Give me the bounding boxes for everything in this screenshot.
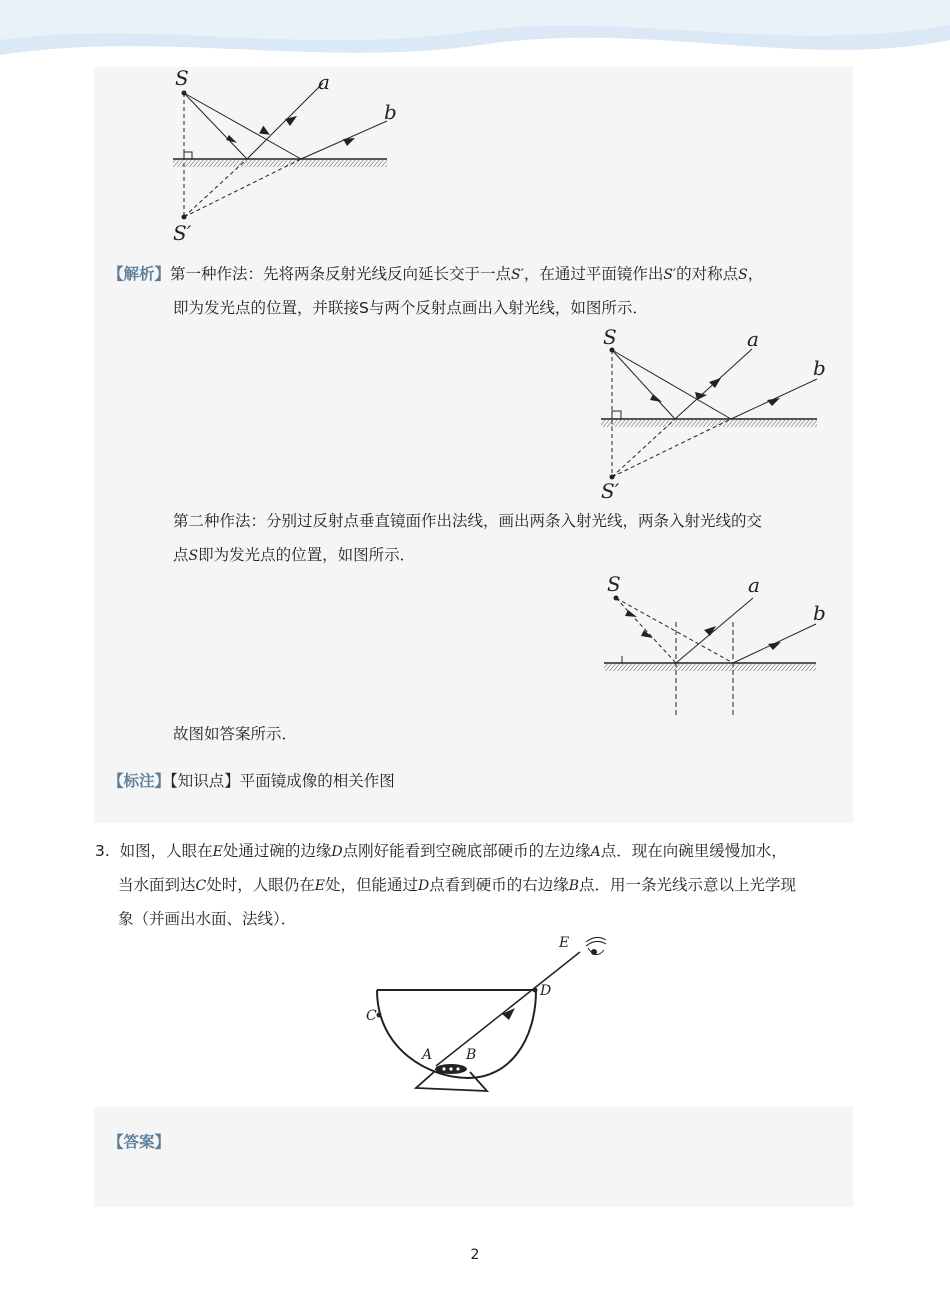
fig2-label-s: S: [603, 325, 617, 349]
question-number: 3.: [95, 842, 110, 860]
fig3-label-s: S: [607, 572, 621, 596]
page-number: 2: [470, 1247, 480, 1263]
analysis-figure-method-1: [595, 322, 830, 502]
analysis-line-1: 【解析】第一种作法：先将两条反射光线反向延长交于一点S′，在通过平面镜作出S′的对称点S，: [108, 265, 764, 283]
fig1-label-b: b: [384, 100, 397, 124]
method2-line-2: 点S即为发光点的位置，如图所示．: [173, 546, 416, 564]
answer-tag: 【答案】: [108, 1133, 171, 1151]
fig1-label-s: S: [175, 67, 189, 90]
bowl-figure: [360, 930, 620, 1095]
fig2-label-a: a: [747, 327, 759, 351]
bowl-label-e: E: [559, 935, 570, 951]
bowl-label-c: C: [366, 1008, 377, 1024]
answer-box: [94, 1107, 853, 1207]
bowl-label-b: B: [466, 1047, 477, 1063]
answer-figure-1: [165, 67, 405, 247]
analysis-tag: 【解析】: [108, 265, 171, 283]
fig2-label-s-prime: S′: [601, 479, 620, 502]
question3-line-1: 3. 如图，人眼在E处通过碗的边缘D点刚好能看到空碗底部硬币的左边缘A点．现在向碗里缓慢加水，: [95, 842, 787, 860]
conclusion-text: 故图如答案所示．: [173, 725, 298, 743]
note-line: 【标注】【知识点】平面镜成像的相关作图: [108, 772, 395, 790]
analysis-line-2: 即为发光点的位置，并联接S与两个反射点画出入射光线，如图所示．: [173, 299, 648, 317]
note-tag: 【标注】: [108, 772, 171, 790]
fig2-label-b: b: [813, 356, 826, 380]
header-wave-decoration: [0, 0, 950, 70]
question3-line-3: 象（并画出水面、法线）．: [118, 910, 297, 928]
fig1-label-a: a: [318, 70, 330, 94]
question3-line-2: 当水面到达C处时，人眼仍在E处，但能通过D点看到硬币的右边缘B点．用一条光线示意以上光学现: [118, 876, 797, 894]
fig3-label-a: a: [748, 573, 760, 597]
fig1-label-s-prime: S′: [173, 221, 192, 245]
eye-icon: [586, 937, 606, 955]
fig3-label-b: b: [813, 601, 826, 625]
bowl-label-a: A: [422, 1047, 433, 1063]
method2-line-1: 第二种作法：分别过反射点垂直镜面作出法线，画出两条入射光线，两条入射光线的交: [173, 512, 763, 530]
bowl-label-d: D: [540, 983, 552, 999]
analysis-figure-method-2: [598, 570, 830, 720]
